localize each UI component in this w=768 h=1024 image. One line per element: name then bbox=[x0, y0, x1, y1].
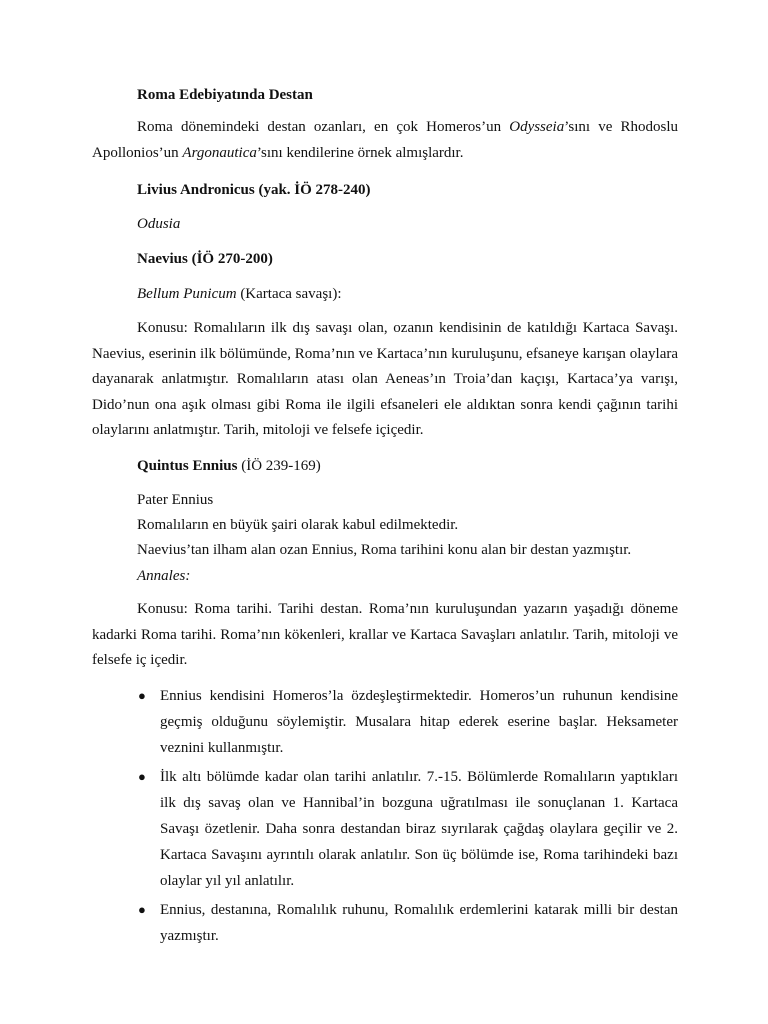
naevius-work-title: Bellum Punicum bbox=[137, 286, 237, 302]
ennius-bullet-list bbox=[92, 683, 678, 952]
livius-heading: Livius Andronicus (yak. İÖ 278-240) bbox=[137, 182, 371, 198]
bullet-icon: ● bbox=[138, 769, 146, 784]
ennius-line-2: Romalıların en büyük şairi olarak kabul edilmektedir. bbox=[137, 517, 459, 533]
list-item bbox=[92, 683, 678, 761]
list-item-text: Ennius, destanına, Romalılık ruhunu, Romalılık erdemlerini katarak milli bir destan yazmıştır. bbox=[160, 902, 678, 944]
ennius-line-1: Pater Ennius bbox=[137, 492, 214, 508]
ennius-line-3: Naevius’tan ilham alan ozan Ennius, Roma tarihini konu alan bir destan yazmıştır. bbox=[137, 542, 632, 558]
page-title: Roma Edebiyatında Destan bbox=[137, 87, 313, 103]
ennius-work: Annales: bbox=[137, 568, 191, 584]
list-item-text: Ennius kendisini Homeros’la özdeşleştirmektedir. Homeros’un ruhunun kendisine geçmiş olduğunu söylemiştir. Musalara hitap ederek eserine başlar. Heksameter veznini kullanmıştır. bbox=[160, 688, 678, 756]
bullet-icon: ● bbox=[138, 688, 146, 703]
argonautica-title: Argonautica bbox=[182, 144, 257, 161]
intro-text-3: ’sını kendilerine örnek almışlardır. bbox=[256, 144, 464, 161]
list-item-text: İlk altı bölümde kadar olan tarihi anlatılır. 7.-15. Bölümlerde Romalıların yaptıkları ilk dış savaş olan ve Hannibal’in bozguna uğratılması ile sonuçlanan 1. Kartaca Savaşı özetlenir. Daha sonra destandan biraz sıyrılarak çağdaş olaylara geçilir ve 2. Kartaca Savaşını ayrıntılı olarak anlatılır. Son üç bölümde ise, Roma tarihindeki bazı olaylar yıl yıl anlatılır. bbox=[160, 769, 678, 889]
intro-paragraph bbox=[92, 115, 678, 166]
ennius-name: Quintus Ennius bbox=[137, 458, 238, 474]
intro-text-2: ’sını ve Rhodoslu Apollonios’un bbox=[92, 119, 678, 161]
naevius-work-note: (Kartaca savaşı): bbox=[236, 286, 342, 302]
naevius-summary: Konusu: Romalıların ilk dış savaşı olan, ozanın kendisinin de katıldığı Kartaca Savaşı. Naevius, eserinin ilk bölümünde, Roma’nın ve Kartaca’nın kuruluşunu, efsaneye karışan olaylara dayanarak anlatmıştır. Romalıların atası olan Aeneas’ın Troia’dan kaçışı, Kartaca’ya varışı, Dido’nun ona aşık olması gibi Roma ile ilgili efsaneleri ele aldıktan sonra kendi çağının tarihi olaylarını anlatmıştır. Tarih, mitoloji ve felsefe içiçedir. bbox=[92, 320, 678, 438]
naevius-work bbox=[92, 282, 678, 307]
odysseia-title: Odysseia bbox=[509, 119, 565, 135]
list-item bbox=[92, 764, 678, 894]
intro-text-1: Roma dönemindeki destan ozanları, en çok Homeros’un bbox=[137, 119, 510, 135]
list-item bbox=[92, 897, 678, 949]
bullet-icon: ● bbox=[138, 902, 146, 917]
naevius-heading: Naevius (İÖ 270-200) bbox=[137, 251, 273, 267]
livius-work: Odusia bbox=[137, 216, 181, 232]
ennius-heading bbox=[92, 454, 678, 479]
ennius-dates: (İÖ 239-169) bbox=[237, 458, 321, 474]
ennius-summary: Konusu: Roma tarihi. Tarihi destan. Roma’nın kuruluşundan yazarın yaşadığı döneme kadarki Roma tarihi. Roma’nın kökenleri, krallar ve Kartaca Savaşları anlatılır. Tarih, mitoloji ve felsefe iç içedir. bbox=[92, 601, 678, 668]
